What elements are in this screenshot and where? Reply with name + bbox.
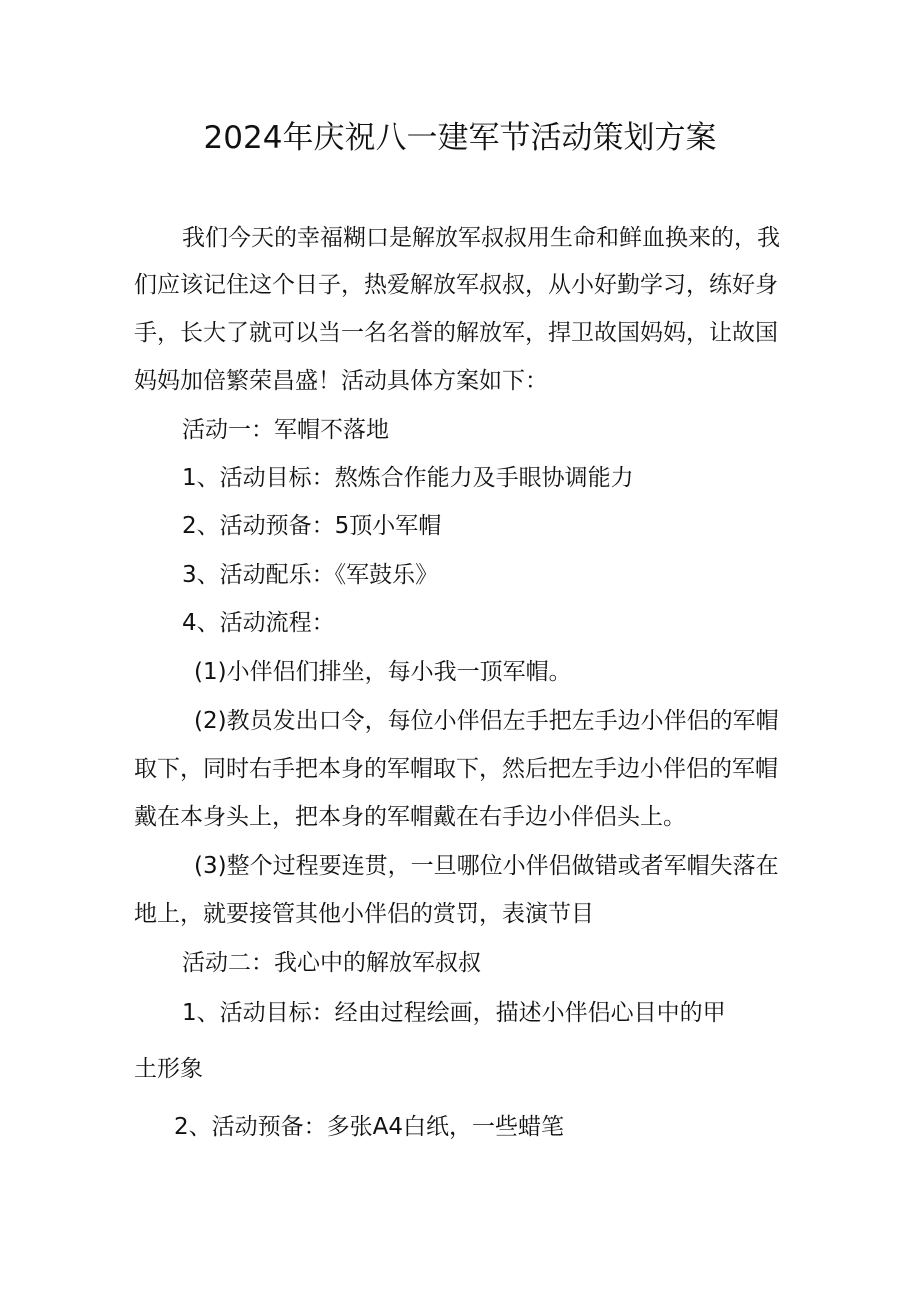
activity2-prep: 2、活动预备：多张A4白纸，一些蜡笔: [174, 1114, 565, 1140]
intro-line-1: 我们今天的幸福糊口是解放军叔叔用生命和鲜血换来的，我: [182, 225, 780, 251]
activity1-step3-line-1: (3)整个过程要连贯，一旦哪位小伴侣做错或者军帽失落在: [194, 853, 779, 879]
activity2-goal-line-1: 1、活动目标：经由过程绘画，描述小伴侣心目中的甲: [182, 1000, 726, 1026]
intro-line-3: 手，长大了就可以当一名名誉的解放军，捍卫故国妈妈，让故国: [134, 320, 778, 346]
activity1-process: 4、活动流程：: [182, 610, 335, 636]
activity1-step1: (1)小伴侣们排坐，每小我一顶军帽。: [194, 659, 572, 685]
activity2-heading: 活动二：我心中的解放军叔叔: [182, 950, 481, 976]
activity1-prep: 2、活动预备：5顶小军帽: [182, 513, 442, 539]
intro-line-4: 妈妈加倍繁荣昌盛！活动具体方案如下：: [134, 368, 548, 394]
activity1-step2-line-1: (2)教员发出口令，每位小伴侣左手把左手边小伴侣的军帽: [194, 708, 779, 734]
activity1-step3-line-2: 地上，就要接管其他小伴侣的赏罚，表演节目: [134, 901, 594, 927]
activity1-goal: 1、活动目标：熬炼合作能力及手眼协调能力: [182, 465, 634, 491]
intro-line-2: 们应该记住这个日子，热爱解放军叔叔，从小好勤学习，练好身: [134, 272, 778, 298]
document-title: 2024年庆祝八一建军节活动策划方案: [203, 120, 717, 156]
activity1-step2-line-3: 戴在本身头上，把本身的军帽戴在右手边小伴侣头上。: [134, 804, 686, 830]
activity2-goal-line-2: 土形象: [134, 1056, 203, 1082]
activity1-step2-line-2: 取下，同时右手把本身的军帽取下，然后把左手边小伴侣的军帽: [134, 756, 778, 782]
activity1-heading: 活动一：军帽不落地: [182, 417, 389, 443]
activity1-music: 3、活动配乐：《军鼓乐》: [182, 562, 439, 588]
